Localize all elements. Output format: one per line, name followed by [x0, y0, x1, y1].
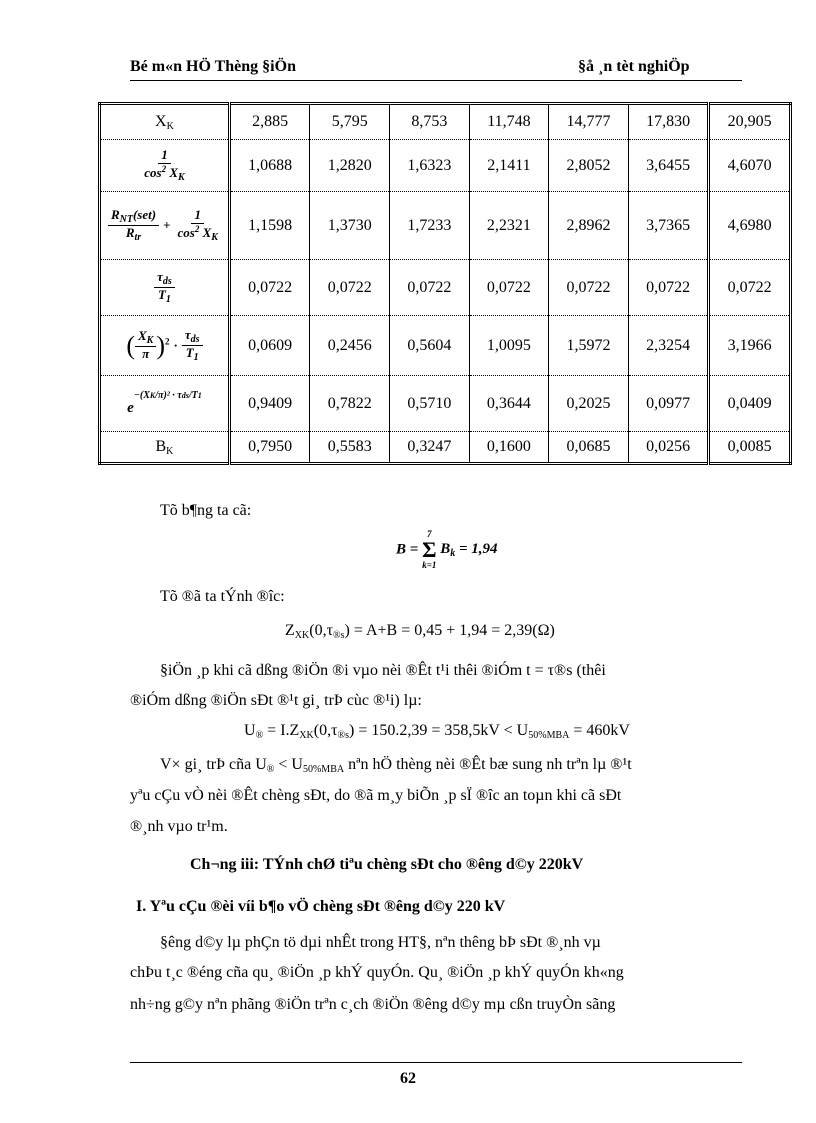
paragraph-line-1: §êng d©y lµ phÇn tö dµi nhÊt trong HT§, nªn thêng bÞ sÐt ®¸nh vµ: [160, 934, 601, 951]
table-cell: 0,0722: [709, 260, 791, 316]
table-cell: 0,9409: [229, 376, 310, 432]
row-label-bk: $B_K$: [100, 432, 230, 464]
table-cell: 0,0722: [628, 260, 709, 316]
table-cell: 0,0085: [709, 432, 791, 464]
table-cell: 0,0977: [628, 376, 709, 432]
table-cell: 5,795: [310, 104, 390, 140]
paragraph-conclusion-3: ®¸nh vµo tr¹m.: [130, 818, 228, 835]
row-label-xk-pi-term: ( $\frac{X_K}{\pi}$ )$^2$ · $\frac{\tau_{ds}}{T_1}$: [100, 316, 230, 376]
paragraph-conclusion-1: V× gi¸ trÞ cña $U_® < U_{50\%MBA}$ nªn hÖ thèng nèi ®Êt bæ sung nh trªn lµ ®¹t: [160, 756, 632, 775]
paragraph-line-2: chÞu t¸c ®éng cña qu¸ ®iÖn ¸p khÝ quyÓn. Qu¸ ®iÖn ¸p khÝ quyÓn kh«ng: [130, 964, 624, 981]
table-cell: 0,0722: [390, 260, 470, 316]
paragraph-from-table: Tõ b¶ng ta cã:: [160, 502, 252, 519]
table-cell: 0,0685: [549, 432, 629, 464]
table-cell: 0,5710: [390, 376, 470, 432]
table-row-exp-term: [100, 376, 791, 432]
table-cell: 1,2820: [310, 140, 390, 192]
table-cell: 2,885: [229, 104, 310, 140]
formula-tau-ratio-2: $\frac{\tau_{ds}}{T_1}$: [182, 328, 203, 364]
header-right: §å ¸n tèt nghiÖp: [578, 58, 690, 75]
formula-xk-over-pi: $\frac{X_K}{\pi}$: [135, 329, 156, 362]
row-label-tau-ratio: [100, 260, 230, 316]
table-row-tau-ratio: [100, 260, 791, 316]
table-cell: 11,748: [469, 104, 549, 140]
table-cell: 0,3247: [390, 432, 470, 464]
equation-u-voltage: $U_® = I.Z_{XK}(0,\tau_{®s}) = 150.2,39 = 358,5kV < U_{50\%MBA} = 460kV$: [244, 722, 630, 741]
footer-rule: [130, 1062, 742, 1063]
page-number: 62: [400, 1070, 416, 1087]
table-cell: 2,1411: [469, 140, 549, 192]
table-cell: 1,7233: [390, 192, 470, 260]
table-cell: 1,3730: [310, 192, 390, 260]
calculation-table: [98, 102, 792, 465]
table-cell: 17,830: [628, 104, 709, 140]
table-cell: 4,6980: [709, 192, 791, 260]
row-label-rnt-sum: $\frac{R_{NT}(set)}{R_{tr}}$ + $\frac{1}{\cos^2 X_K}$: [100, 192, 230, 260]
table-cell: 0,2456: [310, 316, 390, 376]
table-cell: 20,905: [709, 104, 791, 140]
chapter-title: Ch¬ng iii: TÝnh chØ tiªu chèng sÐt cho ®êng d©y 220kV: [190, 856, 584, 873]
table-cell: 1,6323: [390, 140, 470, 192]
paragraph-conclusion-2: yªu cÇu vÒ nèi ®Êt chèng sÐt, do ®ã m¸y biÕn ¸p sÏ ®îc an toµn khi cã sÐt: [130, 787, 622, 804]
table-row-xk: [100, 104, 791, 140]
paragraph-line-3: nh÷ng g©y nªn phãng ®iÖn trªn c¸ch ®iÖn ®êng d©y mµ cßn truyÒn sãng: [130, 996, 616, 1013]
table-row-inv-cos: [100, 140, 791, 192]
table-cell: 4,6070: [709, 140, 791, 192]
row-label-inv-cos: [100, 140, 230, 192]
table-cell: 8,753: [390, 104, 470, 140]
table-row-bk: [100, 432, 791, 464]
paragraph-calc: Tõ ®ã ta tÝnh ®îc:: [160, 588, 285, 605]
table-cell: 1,1598: [229, 192, 310, 260]
row-label-exp-term: $e^{-(XK/\pi)^2 \cdot \tau ds/T1}$: [100, 376, 230, 432]
formula-inv-cos: $\frac{1}{\cos^2 X_K}$: [144, 146, 185, 183]
table-cell: 3,1966: [709, 316, 791, 376]
table-cell: 3,7365: [628, 192, 709, 260]
formula-rnt-ratio: $\frac{R_{NT}(set)}{R_{tr}}$: [108, 208, 159, 244]
formula-tau-ratio: $\frac{\tau_{ds}}{T_1}$: [154, 270, 175, 306]
table-cell: 2,2321: [469, 192, 549, 260]
row-label-xk: $X_K$: [100, 104, 230, 140]
formula-inv-cos-2: $\frac{1}{\cos^2 X_K}$: [177, 206, 218, 243]
header-rule: [130, 80, 742, 81]
table-row-rnt-sum: [100, 192, 791, 260]
table-cell: 14,777: [549, 104, 629, 140]
table-cell: 1,5972: [549, 316, 629, 376]
table-cell: 0,0256: [628, 432, 709, 464]
table-cell: 0,7950: [229, 432, 310, 464]
table-cell: 0,0722: [229, 260, 310, 316]
equation-zxk: $Z_{XK}(0,\tau_{®s}) = A+B = 0,45 + 1,94 = 2,39(\Omega)$: [285, 622, 555, 641]
table-cell: 0,0722: [469, 260, 549, 316]
section-title: I. Yªu cÇu ®èi víi b¶o vÖ chèng sÐt ®êng d©y 220 kV: [136, 898, 506, 915]
table-cell: 3,6455: [628, 140, 709, 192]
table-cell: 2,8052: [549, 140, 629, 192]
table-cell: 0,5583: [310, 432, 390, 464]
table-cell: 0,0409: [709, 376, 791, 432]
equation-b-sum: B = 7 Σ k=1 $B_k = 1,94$: [396, 529, 498, 570]
table-cell: 2,8962: [549, 192, 629, 260]
table-cell: 1,0095: [469, 316, 549, 376]
table-cell: 0,0722: [310, 260, 390, 316]
table-cell: 0,7822: [310, 376, 390, 432]
table-cell: 0,5604: [390, 316, 470, 376]
paragraph-voltage-2: ®iÓm dßng ®iÖn sÐt ®¹t gi¸ trÞ cùc ®¹i) lµ:: [130, 692, 422, 709]
table-cell: 0,3644: [469, 376, 549, 432]
header-left: Bé m«n HÖ Thèng §iÖn: [130, 58, 296, 75]
table-cell: 1,0688: [229, 140, 310, 192]
paragraph-voltage-1: §iÖn ¸p khi cã dßng ®iÖn ®i vµo nèi ®Êt t¹i thêi ®iÓm t = τ®s (thêi: [160, 662, 606, 679]
table-cell: 0,0609: [229, 316, 310, 376]
table-cell: 2,3254: [628, 316, 709, 376]
table-cell: 0,2025: [549, 376, 629, 432]
table-cell: 0,1600: [469, 432, 549, 464]
table-row-xk-pi-term: [100, 316, 791, 376]
table-cell: 0,0722: [549, 260, 629, 316]
